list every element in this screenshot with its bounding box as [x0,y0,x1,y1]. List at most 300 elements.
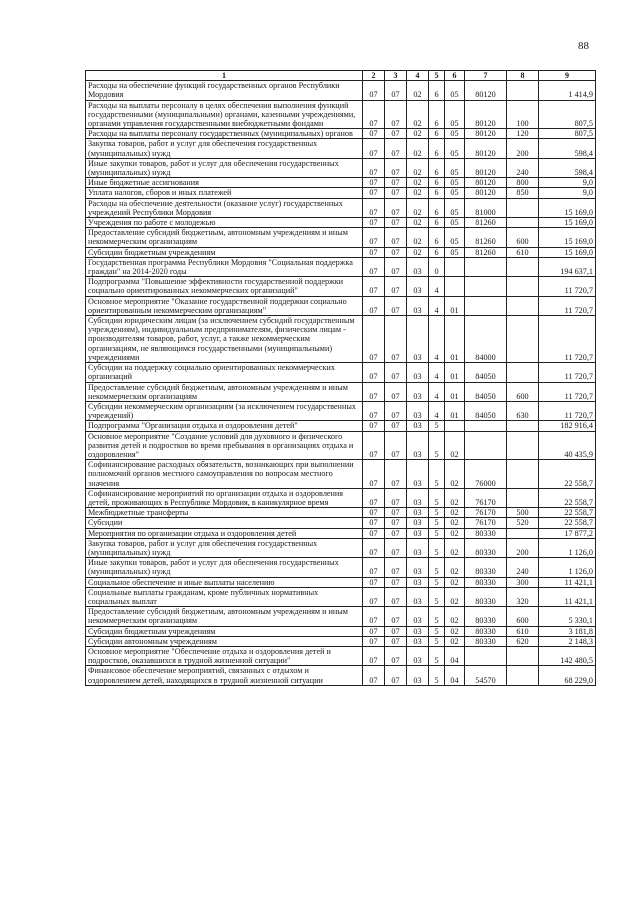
column-header: 5 [429,71,445,81]
table-row [86,257,596,276]
code-subprogram: 5 [429,666,445,685]
row-name: Основное мероприятие "Создание условий для духовного и физического развития детей и подростков во время пребывания в организациях отдыха и оздоровления" [86,431,363,460]
code-expense-type: 240 [507,558,539,577]
column-header: 9 [539,71,596,81]
row-amount: 22 558,7 [539,508,596,518]
row-amount: 598,4 [539,158,596,177]
table-row [86,587,596,606]
row-amount: 11 421,1 [539,587,596,606]
code-activity [445,257,465,276]
code-program: 03 [407,277,429,296]
code-direction [465,431,507,460]
row-name: Субсидии автономным учреждениям [86,636,363,646]
row-amount: 2 148,3 [539,636,596,646]
code-program: 03 [407,382,429,401]
row-amount: 22 558,7 [539,488,596,507]
table-row [86,460,596,489]
code-subsection: 07 [385,382,407,401]
row-amount: 15 169,0 [539,198,596,217]
code-subprogram: 4 [429,296,445,315]
row-name: Расходы на выплаты персоналу государственных (муниципальных) органов [86,129,363,139]
code-subsection: 07 [385,528,407,538]
row-name: Субсидии на поддержку социально ориентированных некоммерческих организаций [86,363,363,382]
row-name: Основное мероприятие "Оказание государственной поддержки социально ориентированным некоммерческим организациям" [86,296,363,315]
code-program: 02 [407,139,429,158]
code-section: 07 [363,178,385,188]
code-activity: 02 [445,607,465,626]
code-section: 07 [363,228,385,247]
row-name: Субсидии [86,518,363,528]
code-program: 02 [407,198,429,217]
row-name: Финансовое обеспечение мероприятий, связанных с отдыхом и оздоровлением детей, находящихся в трудной жизненной ситуации [86,666,363,685]
code-expense-type [507,277,539,296]
code-expense-type [507,421,539,431]
code-section: 07 [363,296,385,315]
code-direction: 80330 [465,528,507,538]
code-activity: 01 [445,401,465,420]
code-expense-type: 200 [507,538,539,557]
code-expense-type: 320 [507,587,539,606]
row-name: Подпрограмма "Повышение эффективности государственной поддержки социально ориентированных некоммерческих организаций" [86,277,363,296]
row-amount: 1 414,9 [539,81,596,100]
code-expense-type [507,198,539,217]
code-activity: 02 [445,508,465,518]
code-expense-type: 300 [507,577,539,587]
code-expense-type: 100 [507,100,539,129]
code-program: 03 [407,646,429,665]
code-expense-type: 610 [507,626,539,636]
code-section: 07 [363,538,385,557]
code-activity: 05 [445,158,465,177]
code-subprogram: 5 [429,431,445,460]
code-expense-type [507,296,539,315]
code-program: 02 [407,218,429,228]
code-expense-type [507,666,539,685]
code-subprogram: 5 [429,626,445,636]
table-row [86,316,596,363]
code-activity: 05 [445,247,465,257]
code-direction: 76000 [465,460,507,489]
code-subprogram: 5 [429,460,445,489]
code-direction [465,257,507,276]
code-subprogram: 5 [429,558,445,577]
table-row [86,488,596,507]
code-subprogram: 6 [429,178,445,188]
code-activity: 01 [445,316,465,363]
code-program: 03 [407,666,429,685]
code-activity: 02 [445,577,465,587]
code-subprogram: 5 [429,508,445,518]
table-body [86,81,596,686]
row-amount: 1 126,0 [539,538,596,557]
code-subprogram: 6 [429,218,445,228]
code-program: 02 [407,188,429,198]
code-section: 07 [363,188,385,198]
code-program: 03 [407,316,429,363]
code-direction: 76170 [465,518,507,528]
row-name: Расходы на обеспечение деятельности (оказание услуг) государственных учреждений Республики Мордовия [86,198,363,217]
row-name: Подпрограмма "Организация отдыха и оздоровления детей" [86,421,363,431]
row-name: Расходы на обеспечение функций государственных органов Республики Мордовия [86,81,363,100]
row-name: Предоставление субсидий бюджетным, автономным учреждениям и иным некоммерческим организациям [86,607,363,626]
code-program: 03 [407,363,429,382]
budget-table [85,70,596,686]
code-expense-type: 600 [507,382,539,401]
row-amount: 194 637,1 [539,257,596,276]
code-program: 03 [407,626,429,636]
code-subprogram: 0 [429,257,445,276]
row-amount: 807,5 [539,100,596,129]
code-subsection: 07 [385,158,407,177]
row-name: Закупка товаров, работ и услуг для обеспечения государственных (муниципальных) нужд [86,538,363,557]
code-section: 07 [363,666,385,685]
table-row [86,421,596,431]
code-section: 07 [363,518,385,528]
code-subsection: 07 [385,81,407,100]
code-expense-type [507,488,539,507]
row-name: Учреждения по работе с молодежью [86,218,363,228]
code-expense-type [507,431,539,460]
code-section: 07 [363,100,385,129]
code-section: 07 [363,646,385,665]
row-amount: 11 720,7 [539,296,596,315]
row-name: Предоставление субсидий бюджетным, автономным учреждениям и иным некоммерческим организациям [86,382,363,401]
code-program: 02 [407,129,429,139]
column-header: 4 [407,71,429,81]
code-section: 07 [363,626,385,636]
code-expense-type: 240 [507,158,539,177]
code-activity: 04 [445,666,465,685]
code-direction: 80120 [465,158,507,177]
code-activity: 02 [445,558,465,577]
row-amount: 15 169,0 [539,247,596,257]
row-name: Субсидии бюджетным учреждениям [86,247,363,257]
table-row [86,363,596,382]
code-expense-type [507,646,539,665]
row-name: Софинансирование расходных обязательств, возникающих при выполнении полномочий органов местного самоуправления по вопросам местного значения [86,460,363,489]
code-activity: 01 [445,382,465,401]
code-subsection: 07 [385,636,407,646]
code-subprogram: 6 [429,81,445,100]
code-expense-type [507,218,539,228]
code-section: 07 [363,401,385,420]
row-name: Иные бюджетные ассигнования [86,178,363,188]
table-row [86,382,596,401]
row-name: Социальное обеспечение и иные выплаты населению [86,577,363,587]
row-amount: 17 877,2 [539,528,596,538]
code-activity: 01 [445,296,465,315]
code-activity: 05 [445,188,465,198]
row-amount: 40 435,9 [539,431,596,460]
row-name: Субсидии некоммерческим организациям (за исключением государственных учреждений) [86,401,363,420]
row-amount: 9,0 [539,178,596,188]
column-header: 1 [86,71,363,81]
row-name: Мероприятия по организации отдыха и оздоровления детей [86,528,363,538]
code-activity: 05 [445,218,465,228]
row-amount: 142 480,5 [539,646,596,665]
code-subprogram: 6 [429,100,445,129]
code-program: 03 [407,296,429,315]
code-direction: 84050 [465,401,507,420]
code-expense-type [507,363,539,382]
code-activity: 02 [445,636,465,646]
code-subprogram: 5 [429,488,445,507]
table-row [86,626,596,636]
code-subprogram: 6 [429,129,445,139]
row-name: Иные закупки товаров, работ и услуг для обеспечения государственных (муниципальных) нужд [86,158,363,177]
code-subsection: 07 [385,228,407,247]
table-row [86,666,596,685]
code-direction [465,421,507,431]
code-subsection: 07 [385,316,407,363]
code-direction: 80120 [465,139,507,158]
code-expense-type: 600 [507,228,539,247]
page-number: 88 [578,40,589,52]
code-activity: 02 [445,518,465,528]
code-direction: 80330 [465,577,507,587]
code-section: 07 [363,431,385,460]
table-row [86,228,596,247]
code-program: 03 [407,518,429,528]
code-subsection: 07 [385,488,407,507]
table-row [86,431,596,460]
code-section: 07 [363,129,385,139]
row-name: Софинансирование мероприятий по организации отдыха и оздоровления детей, проживающих в Республике Мордовия, в каникулярное время [86,488,363,507]
code-direction: 80120 [465,178,507,188]
code-direction: 80330 [465,626,507,636]
row-name: Государственная программа Республики Мордовия "Социальная поддержка граждан" на 2014-2020 годы [86,257,363,276]
code-direction: 80330 [465,587,507,606]
row-amount: 11 421,1 [539,577,596,587]
code-program: 03 [407,257,429,276]
code-program: 03 [407,401,429,420]
code-subsection: 07 [385,666,407,685]
row-amount: 15 169,0 [539,228,596,247]
code-section: 07 [363,460,385,489]
table-row [86,81,596,100]
table-row [86,518,596,528]
table-row [86,178,596,188]
code-section: 07 [363,316,385,363]
code-subsection: 07 [385,558,407,577]
code-subsection: 07 [385,257,407,276]
code-program: 02 [407,178,429,188]
code-direction: 76170 [465,488,507,507]
code-subsection: 07 [385,139,407,158]
code-subsection: 07 [385,538,407,557]
code-direction: 80120 [465,100,507,129]
code-subprogram: 4 [429,401,445,420]
table-row [86,636,596,646]
code-section: 07 [363,257,385,276]
code-subsection: 07 [385,518,407,528]
code-activity: 02 [445,528,465,538]
code-section: 07 [363,558,385,577]
code-section: 07 [363,508,385,518]
row-name: Расходы на выплаты персоналу в целях обеспечения выполнения функций государственными (муниципальными) органами, казенными учреждениями, органами управления государственными внебюджетными фондами [86,100,363,129]
code-section: 07 [363,158,385,177]
code-direction: 80330 [465,558,507,577]
code-expense-type: 610 [507,247,539,257]
code-subsection: 07 [385,431,407,460]
code-direction: 81260 [465,218,507,228]
code-direction: 76170 [465,508,507,518]
code-subsection: 07 [385,508,407,518]
code-activity: 02 [445,488,465,507]
code-activity: 05 [445,198,465,217]
table-row [86,277,596,296]
code-section: 07 [363,198,385,217]
table-row [86,139,596,158]
row-name: Субсидии бюджетным учреждениям [86,626,363,636]
code-program: 02 [407,100,429,129]
table-row [86,646,596,665]
table-row [86,607,596,626]
code-subsection: 07 [385,421,407,431]
code-direction: 81260 [465,228,507,247]
code-subprogram: 6 [429,139,445,158]
code-activity: 05 [445,139,465,158]
row-amount: 598,4 [539,139,596,158]
code-subprogram: 5 [429,607,445,626]
table-row [86,198,596,217]
row-name: Субсидии юридическим лицам (за исключением субсидий государственным учреждениям), индивидуальным предпринимателям, физическим лицам - производителям товаров, работ, услуг, а также некоммерческим организациям, не являющимся государственными (муниципальными) учреждениями [86,316,363,363]
table-row [86,218,596,228]
code-expense-type [507,460,539,489]
column-header: 8 [507,71,539,81]
code-subprogram: 6 [429,247,445,257]
code-subsection: 07 [385,607,407,626]
code-expense-type: 200 [507,139,539,158]
table-header-row [86,71,596,81]
code-direction: 80330 [465,607,507,626]
code-activity: 05 [445,178,465,188]
code-expense-type: 800 [507,178,539,188]
table-row [86,508,596,518]
row-amount: 68 229,0 [539,666,596,685]
row-amount: 807,5 [539,129,596,139]
row-amount: 22 558,7 [539,460,596,489]
code-subprogram: 6 [429,228,445,247]
code-direction: 80120 [465,129,507,139]
table-row [86,100,596,129]
row-name: Основное мероприятие "Обеспечение отдыха и оздоровления детей и подростков, оказавшихся в трудной жизненной ситуации" [86,646,363,665]
code-subsection: 07 [385,129,407,139]
row-amount: 11 720,7 [539,277,596,296]
code-program: 03 [407,460,429,489]
row-amount: 11 720,7 [539,401,596,420]
code-program: 03 [407,587,429,606]
code-subprogram: 5 [429,636,445,646]
code-direction: 84000 [465,316,507,363]
code-section: 07 [363,139,385,158]
code-section: 07 [363,363,385,382]
row-amount: 5 330,1 [539,607,596,626]
code-activity: 05 [445,81,465,100]
table-row [86,558,596,577]
code-subsection: 07 [385,646,407,665]
code-activity [445,277,465,296]
code-subsection: 07 [385,198,407,217]
row-amount: 1 126,0 [539,558,596,577]
code-direction: 81260 [465,247,507,257]
row-amount: 22 558,7 [539,518,596,528]
code-subsection: 07 [385,247,407,257]
row-name: Межбюджетные трансферты [86,508,363,518]
code-subsection: 07 [385,218,407,228]
code-section: 07 [363,218,385,228]
code-section: 07 [363,382,385,401]
code-subprogram: 4 [429,316,445,363]
code-subsection: 07 [385,188,407,198]
code-section: 07 [363,277,385,296]
code-section: 07 [363,488,385,507]
row-name: Социальные выплаты гражданам, кроме публичных нормативных социальных выплат [86,587,363,606]
code-expense-type [507,528,539,538]
code-program: 03 [407,636,429,646]
table-row [86,577,596,587]
table-row [86,538,596,557]
row-amount: 11 720,7 [539,316,596,363]
code-subsection: 07 [385,577,407,587]
code-activity [445,421,465,431]
code-program: 02 [407,158,429,177]
code-subsection: 07 [385,178,407,188]
code-program: 03 [407,607,429,626]
code-program: 03 [407,508,429,518]
code-expense-type [507,257,539,276]
code-subprogram: 5 [429,587,445,606]
row-name: Уплата налогов, сборов и иных платежей [86,188,363,198]
code-subprogram: 6 [429,188,445,198]
code-activity: 02 [445,587,465,606]
code-subprogram: 5 [429,528,445,538]
code-expense-type [507,316,539,363]
code-expense-type: 600 [507,607,539,626]
code-subsection: 07 [385,401,407,420]
code-subprogram: 5 [429,646,445,665]
code-activity: 05 [445,228,465,247]
code-direction: 84050 [465,363,507,382]
code-subprogram: 5 [429,538,445,557]
table-row [86,129,596,139]
code-activity: 05 [445,100,465,129]
table-row [86,528,596,538]
code-subsection: 07 [385,277,407,296]
code-program: 03 [407,538,429,557]
code-subsection: 07 [385,626,407,636]
code-activity: 04 [445,646,465,665]
column-header: 2 [363,71,385,81]
table-row [86,401,596,420]
code-activity: 02 [445,626,465,636]
code-section: 07 [363,607,385,626]
code-direction [465,646,507,665]
code-program: 02 [407,81,429,100]
code-program: 03 [407,431,429,460]
code-subsection: 07 [385,296,407,315]
code-direction: 54570 [465,666,507,685]
code-program: 03 [407,421,429,431]
code-activity: 05 [445,129,465,139]
column-header: 7 [465,71,507,81]
code-subsection: 07 [385,460,407,489]
code-subprogram: 6 [429,158,445,177]
code-expense-type: 520 [507,518,539,528]
code-expense-type: 850 [507,188,539,198]
code-direction: 80330 [465,636,507,646]
row-name: Иные закупки товаров, работ и услуг для обеспечения государственных (муниципальных) нужд [86,558,363,577]
